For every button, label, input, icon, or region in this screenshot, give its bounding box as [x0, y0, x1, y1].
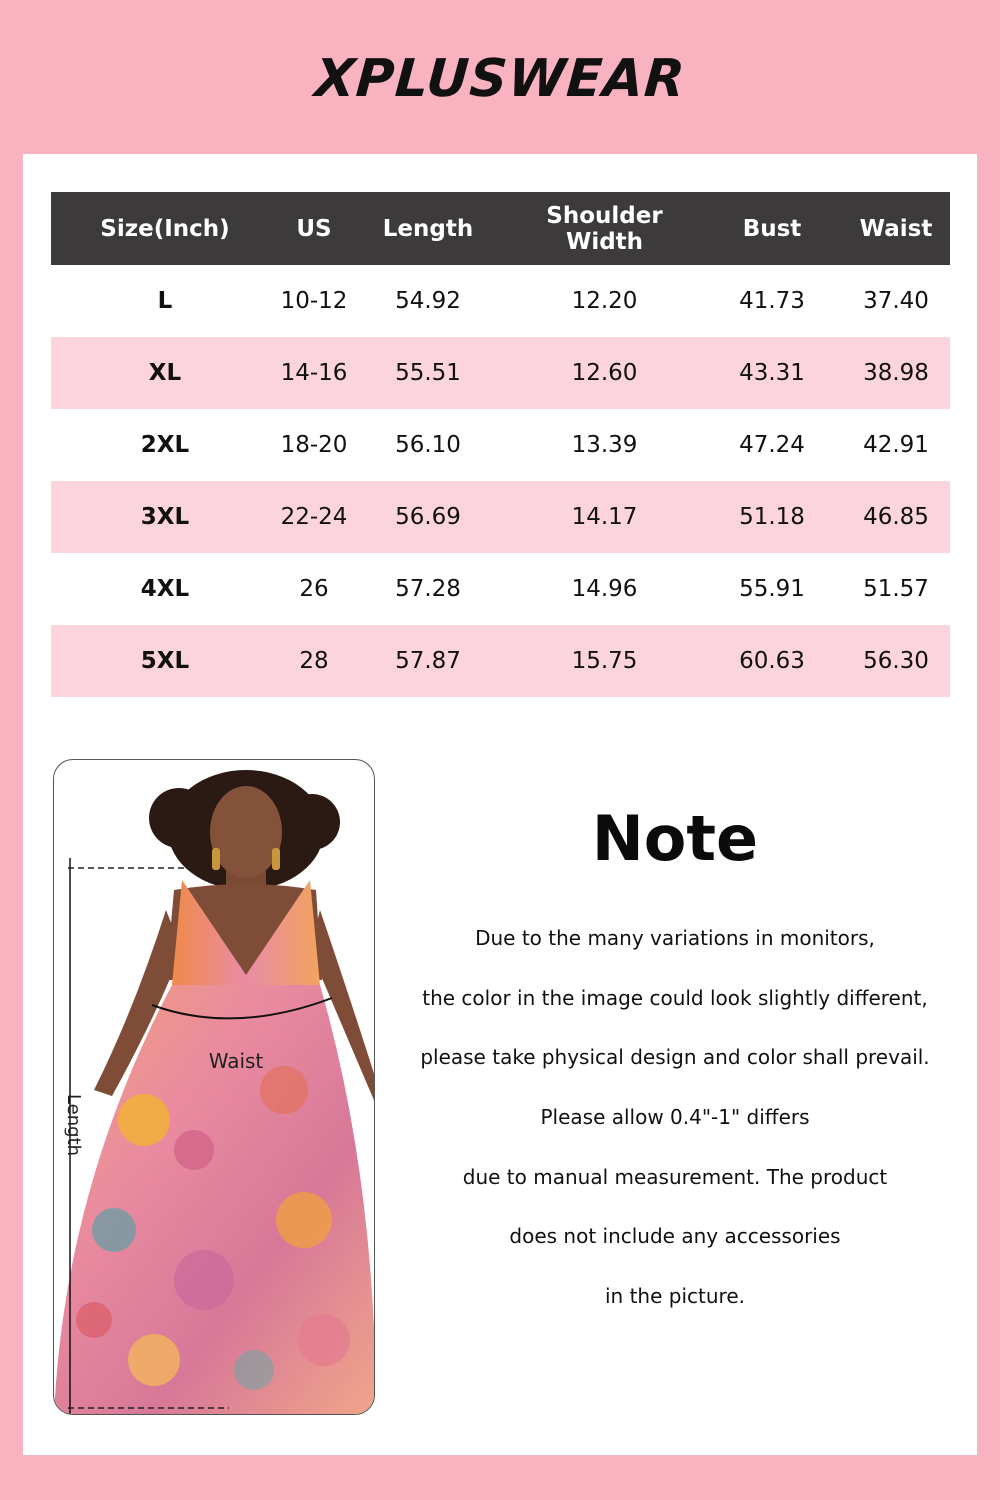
cell-size: 5XL	[51, 625, 279, 697]
size-table	[51, 192, 950, 697]
cell-shoulder-width: 12.20	[571, 288, 638, 314]
cell-us: 10-12	[280, 288, 348, 314]
note-line: Due to the many variations in monitors,	[475, 926, 875, 950]
cell-bust: 60.63	[702, 625, 842, 697]
cell-size: 2XL	[140, 432, 190, 458]
brand-logo: XPLUSWEAR	[312, 49, 688, 109]
cell-waist: 46.85	[842, 481, 950, 553]
cell-bust: 55.91	[739, 576, 805, 602]
header-size: Size(Inch)	[51, 192, 279, 265]
cell-shoulder-width: 15.75	[507, 625, 702, 697]
header-shoulder-width: Shoulder Width	[507, 192, 702, 265]
note-line: please take physical design and color shall prevail.	[420, 1045, 930, 1070]
cell-bust: 51.18	[702, 481, 842, 553]
cell-waist: 37.40	[863, 288, 929, 314]
cell-us: 14-16	[279, 337, 349, 409]
cell-us: 18-20	[280, 432, 348, 458]
cell-length: 57.87	[349, 625, 507, 697]
note-line: due to manual measurement. The product	[462, 1164, 888, 1189]
size-chart-card	[23, 154, 977, 1455]
note-section	[395, 799, 955, 1341]
table-header-row	[51, 192, 950, 265]
cell-size: XL	[51, 337, 279, 409]
table-row	[51, 481, 950, 553]
waist-label: Waist	[208, 1049, 264, 1073]
note-line: the color in the image could look slightly different,	[422, 985, 928, 1010]
cell-waist: 56.30	[842, 625, 950, 697]
cell-length: 54.92	[395, 288, 461, 314]
header-length: Length	[349, 192, 507, 265]
table-row	[51, 409, 950, 481]
cell-length: 56.10	[395, 432, 461, 458]
model-illustration	[54, 760, 375, 1415]
cell-size: 4XL	[140, 576, 190, 602]
header-waist: Waist	[842, 192, 950, 265]
note-title: Note	[591, 802, 759, 875]
table-row	[51, 625, 950, 697]
note-line: Please allow 0.4"-1" differs	[540, 1105, 810, 1130]
header-bust: Bust	[702, 192, 842, 265]
header-us: US	[279, 192, 349, 265]
model-measurement-diagram	[53, 759, 375, 1415]
cell-shoulder-width: 14.96	[571, 576, 638, 602]
cell-waist: 51.57	[863, 576, 929, 602]
note-line: in the picture.	[605, 1284, 745, 1309]
table-row	[51, 337, 950, 409]
cell-shoulder-width: 13.39	[571, 432, 638, 458]
cell-waist: 38.98	[842, 337, 950, 409]
cell-shoulder-width: 14.17	[507, 481, 702, 553]
table-row	[51, 553, 950, 625]
cell-length: 57.28	[395, 576, 461, 602]
table-row	[51, 265, 950, 337]
cell-length: 56.69	[349, 481, 507, 553]
brand-header	[0, 48, 1000, 110]
cell-size: 3XL	[51, 481, 279, 553]
cell-us: 22-24	[279, 481, 349, 553]
cell-waist: 42.91	[863, 432, 929, 458]
note-line: does not include any accessories	[509, 1224, 841, 1249]
cell-size: L	[157, 288, 173, 314]
length-label: Length	[63, 1093, 84, 1157]
cell-bust: 43.31	[702, 337, 842, 409]
cell-bust: 41.73	[739, 288, 805, 314]
cell-shoulder-width: 12.60	[507, 337, 702, 409]
cell-length: 55.51	[349, 337, 507, 409]
cell-us: 28	[279, 625, 349, 697]
cell-us: 26	[299, 576, 329, 602]
cell-bust: 47.24	[739, 432, 805, 458]
